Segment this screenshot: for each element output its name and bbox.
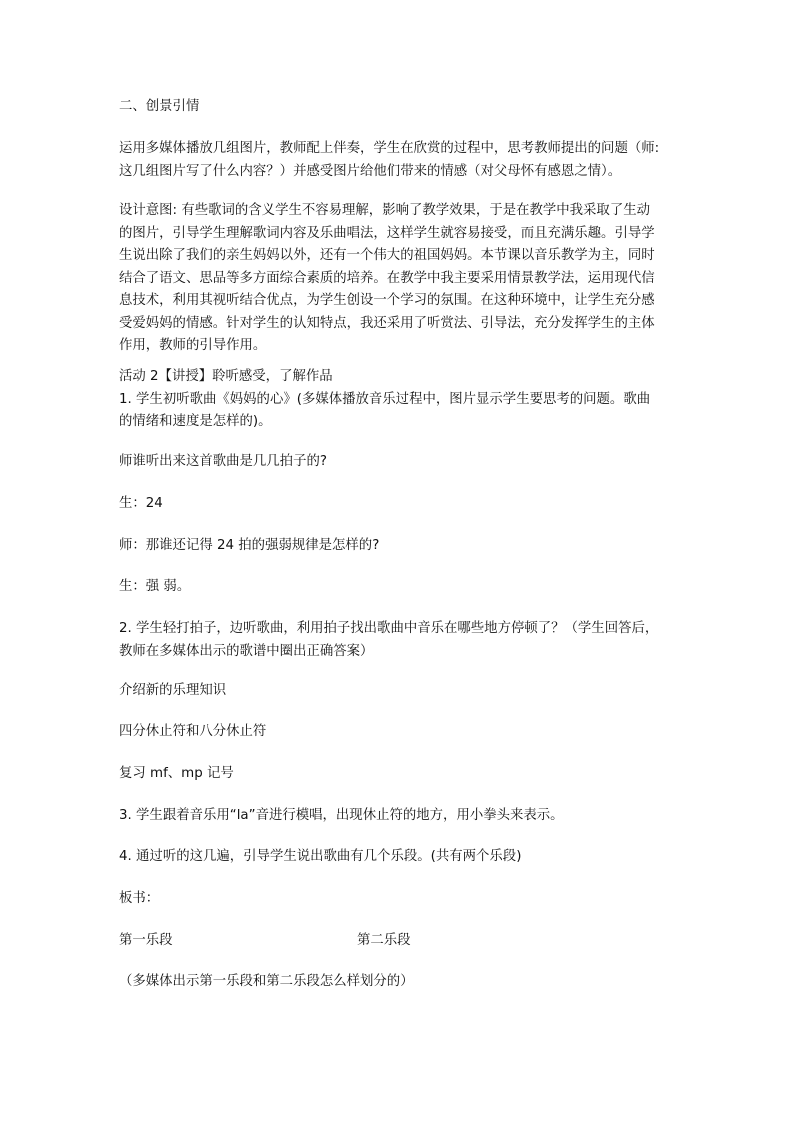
design-line-5: 息技术，利用其视听结合优点，为学生创设一个学习的氛围。在这种环境中，让学生充分感 <box>119 293 655 308</box>
intro-line-1: 运用多媒体播放几组图片，教师配上伴奏，学生在欣赏的过程中，思考教师提出的问题（师: <box>119 141 660 156</box>
section-2-label: 第二乐段 <box>357 933 411 948</box>
theory-intro: 介绍新的乐理知识 <box>119 683 227 698</box>
board-label: 板书： <box>119 891 160 906</box>
question-2: 师：那谁还记得 24 拍的强弱规律是怎样的? <box>119 538 380 553</box>
item-2-paragraph <box>119 618 679 663</box>
design-line-1: 设计意图: 有些歌词的含义学生不容易理解，影响了教学效果，于是在教学中我采取了生动 <box>119 203 650 218</box>
section-1-label: 第一乐段 <box>119 933 173 948</box>
item2-line-2: 教师在多媒体出示的歌谱中圈出正确答案） <box>119 643 374 659</box>
design-line-2: 的图片，引导学生理解歌词内容及乐曲唱法，这样学生就容易接受，而且充满乐趣。引导学 <box>119 225 655 241</box>
design-line-4: 结合了语文、思品等多方面综合素质的培养。在教学中我主要采用情景教学法，运用现代信 <box>119 270 655 286</box>
design-line-3: 生说出除了我们的亲生妈妈以外，还有一个伟大的祖国妈妈。本节课以音乐教学为主，同时 <box>119 248 655 263</box>
design-line-7: 作用，教师的引导作用。 <box>119 338 267 353</box>
rests-line: 四分休止符和八分休止符 <box>119 724 267 739</box>
activity-title: 活动 2【讲授】聆听感受，了解作品 <box>119 369 333 384</box>
item-4: 4. 通过听的这几遍，引导学生说出歌曲有几个乐段。(共有两个乐段) <box>119 849 522 864</box>
closing-note: （多媒体出示第一乐段和第二乐段怎么样划分的） <box>119 974 414 989</box>
item2-line-1: 2. 学生轻打拍子，边听歌曲，利用拍子找出歌曲中音乐在哪些地方停顿了？（学生回答后， <box>119 621 659 636</box>
question-1: 师谁听出来这首歌曲是几几拍子的? <box>119 454 327 469</box>
activity-item1-line-2: 的情绪和速度是怎样的)。 <box>119 414 272 429</box>
activity-block <box>119 366 679 434</box>
design-intent-paragraph <box>119 200 679 358</box>
intro-line-2: 这几组图片写了什么内容？）并感受图片给他们带来的情感（对父母怀有感恩之情）。 <box>119 163 622 179</box>
activity-item1-line-1: 1. 学生初听歌曲《妈妈的心》(多媒体播放音乐过程中，图片显示学生要思考的问题。歌曲 <box>119 391 651 407</box>
item-3: 3. 学生跟着音乐用“la”音进行模唱，出现休止符的地方，用小拳头来表示。 <box>119 808 564 823</box>
design-line-6: 受爱妈妈的情感。针对学生的认知特点，我还采用了听赏法、引导法，充分发挥学生的主体 <box>119 315 655 331</box>
section-title: 二、创景引情 <box>119 99 200 114</box>
answer-1: 生：24 <box>119 496 163 511</box>
answer-2: 生：强 弱。 <box>119 579 191 594</box>
intro-paragraph <box>119 138 679 183</box>
review-line: 复习 mf、mp 记号 <box>119 766 234 781</box>
